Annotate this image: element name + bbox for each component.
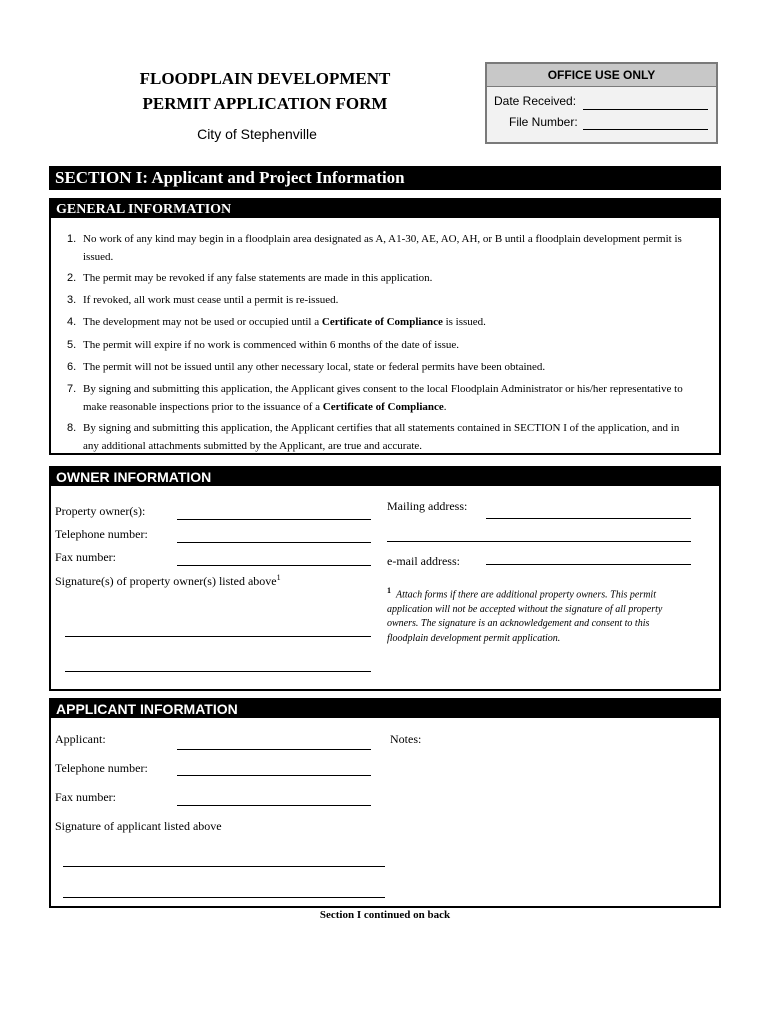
form-title-line2: PERMIT APPLICATION FORM xyxy=(142,94,388,113)
applicant-signature-line-1[interactable] xyxy=(63,866,385,867)
item-text-post: is issued. xyxy=(442,316,486,328)
item-text: The development may not be used or occupied until a xyxy=(83,316,322,328)
footnote-mark: 1 xyxy=(387,586,391,595)
file-number-label: File Number: xyxy=(509,115,578,129)
item-number: 5. xyxy=(67,339,77,351)
date-received-field[interactable] xyxy=(583,109,708,110)
general-item-4 xyxy=(67,313,697,331)
owner-signature-label: Signature(s) of property owner(s) listed above$^1$ xyxy=(55,573,281,588)
item-number: 4. xyxy=(67,316,77,328)
general-information-heading: GENERAL INFORMATION xyxy=(51,200,719,218)
mailing-address-field-1[interactable] xyxy=(486,518,691,519)
general-item-6 xyxy=(67,358,697,376)
notes-label: Notes: xyxy=(390,732,422,746)
owner-information-heading: OWNER INFORMATION xyxy=(51,468,719,486)
general-item-7 xyxy=(67,380,697,416)
email-address-label: e-mail address: xyxy=(387,554,460,568)
owner-telephone-field[interactable] xyxy=(177,542,371,543)
footnote-text: Attach forms if there are additional property owners. This permit application will not be accepted without the signature of all property owners. The signature is an acknowledgement and consent to this floodplain development permit application. xyxy=(387,589,663,644)
office-use-box xyxy=(485,62,718,144)
continued-note: Section I continued on back xyxy=(319,909,451,921)
property-owners-label: Property owner(s): xyxy=(55,504,146,518)
item-text: If revoked, all work must cease until a permit is re-issued. xyxy=(83,294,339,306)
applicant-label: Applicant: xyxy=(55,732,106,746)
owner-information-box xyxy=(49,466,721,691)
owner-fax-label: Fax number: xyxy=(55,550,116,564)
section1-title: SECTION I: Applicant and Project Information xyxy=(49,166,721,190)
item-number: 8. xyxy=(67,422,77,434)
email-address-field[interactable] xyxy=(486,564,691,565)
item-text-bold: Certificate of Compliance xyxy=(321,316,443,328)
applicant-information-box xyxy=(49,698,721,908)
footnote-mark: 1 xyxy=(276,573,281,582)
owner-signature-line-1[interactable] xyxy=(65,636,371,637)
applicant-information-heading: APPLICANT INFORMATION xyxy=(51,700,719,718)
item-text: The permit may be revoked if any false statements are made in this application. xyxy=(83,272,433,284)
item-text: No work of any kind may begin in a floodplain area designated as A, A1-30, AE, AO, AH, or B until a floodplain development permit is issued. xyxy=(83,233,682,263)
item-number: 2. xyxy=(67,272,77,284)
applicant-telephone-field[interactable] xyxy=(177,775,371,776)
date-received-label: Date Received: xyxy=(494,94,577,108)
general-item-3 xyxy=(67,291,697,309)
office-use-title: OFFICE USE ONLY xyxy=(487,64,716,87)
city-name: City of Stephenville xyxy=(197,126,317,142)
mailing-address-field-2[interactable] xyxy=(387,541,691,542)
item-number: 6. xyxy=(67,361,77,373)
owner-footnote xyxy=(387,584,691,646)
owner-fax-field[interactable] xyxy=(177,565,371,566)
file-number-field[interactable] xyxy=(583,129,708,130)
form-title-line1: FLOODPLAIN DEVELOPMENT xyxy=(139,69,391,88)
mailing-address-label: Mailing address: xyxy=(387,499,468,513)
owner-signature-line-2[interactable] xyxy=(65,671,371,672)
applicant-signature-line-2[interactable] xyxy=(63,897,385,898)
item-number: 7. xyxy=(67,383,77,395)
general-item-8 xyxy=(67,419,697,455)
item-text-post: . xyxy=(443,401,447,413)
general-information-box xyxy=(49,198,721,455)
item-text: By signing and submitting this application, the Applicant gives consent to the local Floodplain Administrator or his/her representative to make reasonable inspections prior to the issuance of a xyxy=(83,383,683,413)
item-number: 3. xyxy=(67,294,77,306)
general-item-2 xyxy=(67,269,697,287)
applicant-fax-label: Fax number: xyxy=(55,790,116,804)
general-item-5 xyxy=(67,336,697,354)
applicant-signature-label: Signature of applicant listed above xyxy=(55,819,222,833)
item-number: 1. xyxy=(67,233,77,245)
applicant-telephone-label: Telephone number: xyxy=(55,761,148,775)
item-text-bold: Certificate of Compliance xyxy=(322,401,444,413)
owner-telephone-label: Telephone number: xyxy=(55,527,148,541)
applicant-field[interactable] xyxy=(177,749,371,750)
general-item-1 xyxy=(67,230,697,266)
item-text: The permit will expire if no work is commenced within 6 months of the date of issue. xyxy=(83,339,460,351)
item-text: The permit will not be issued until any other necessary local, state or federal permits have been obtained. xyxy=(83,361,546,373)
applicant-fax-field[interactable] xyxy=(177,805,371,806)
property-owners-field[interactable] xyxy=(177,519,371,520)
item-text: By signing and submitting this application, the Applicant certifies that all statements contained in SECTION I of the application, and in any additional attachments submitted by the Applicant, are true and accurate. xyxy=(83,422,680,452)
